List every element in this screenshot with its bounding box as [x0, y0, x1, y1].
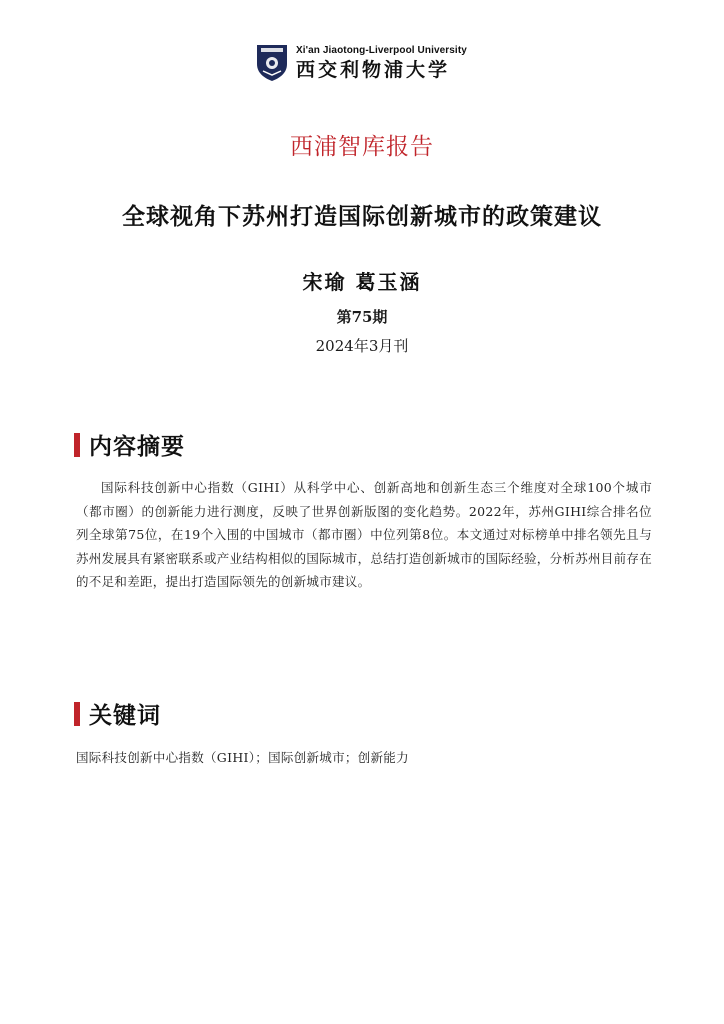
keywords-heading: 关键词 [89, 702, 161, 729]
issue-date: 2024年3月刊 [315, 337, 409, 355]
university-logo [256, 44, 467, 82]
university-name-cn: 西交利物浦大学 [296, 58, 451, 81]
abstract-heading: 内容摘要 [89, 433, 185, 460]
section-marker [74, 702, 80, 726]
series-title: 西浦智库报告 [290, 134, 434, 160]
section-marker [74, 433, 80, 457]
keywords-text: 国际科技创新中心指数（GIHI）；国际创新城市；创新能力 [76, 750, 409, 765]
keywords-section-header [74, 697, 161, 730]
report-title: 全球视角下苏州打造国际创新城市的政策建议 [122, 203, 602, 230]
university-shield-icon [256, 44, 288, 82]
abstract-section-header [74, 428, 185, 461]
abstract-text: 国际科技创新中心指数（GIHI）从科学中心、创新高地和创新生态三个维度对全球100个城市（都市圈）的创新能力进行测度，反映了世界创新版图的变化趋势。2022年，苏州GIHI综合排名位列全球第75位，在19个入围的中国城市（都市圈）中位列第8位。本文通过对标榜单中排名领先且与苏州发展具有紧密联系或产业结构相似的国际城市，总结打造创新城市的国际经验，分析苏州目前存在的不足和差距，提出打造国际领先的创新城市建议。 [76, 480, 653, 589]
university-name-en: Xi'an Jiaotong-Liverpool University [296, 44, 467, 56]
authors: 宋瑜 葛玉涵 [302, 270, 422, 294]
issue-number: 第75期 [336, 308, 388, 326]
